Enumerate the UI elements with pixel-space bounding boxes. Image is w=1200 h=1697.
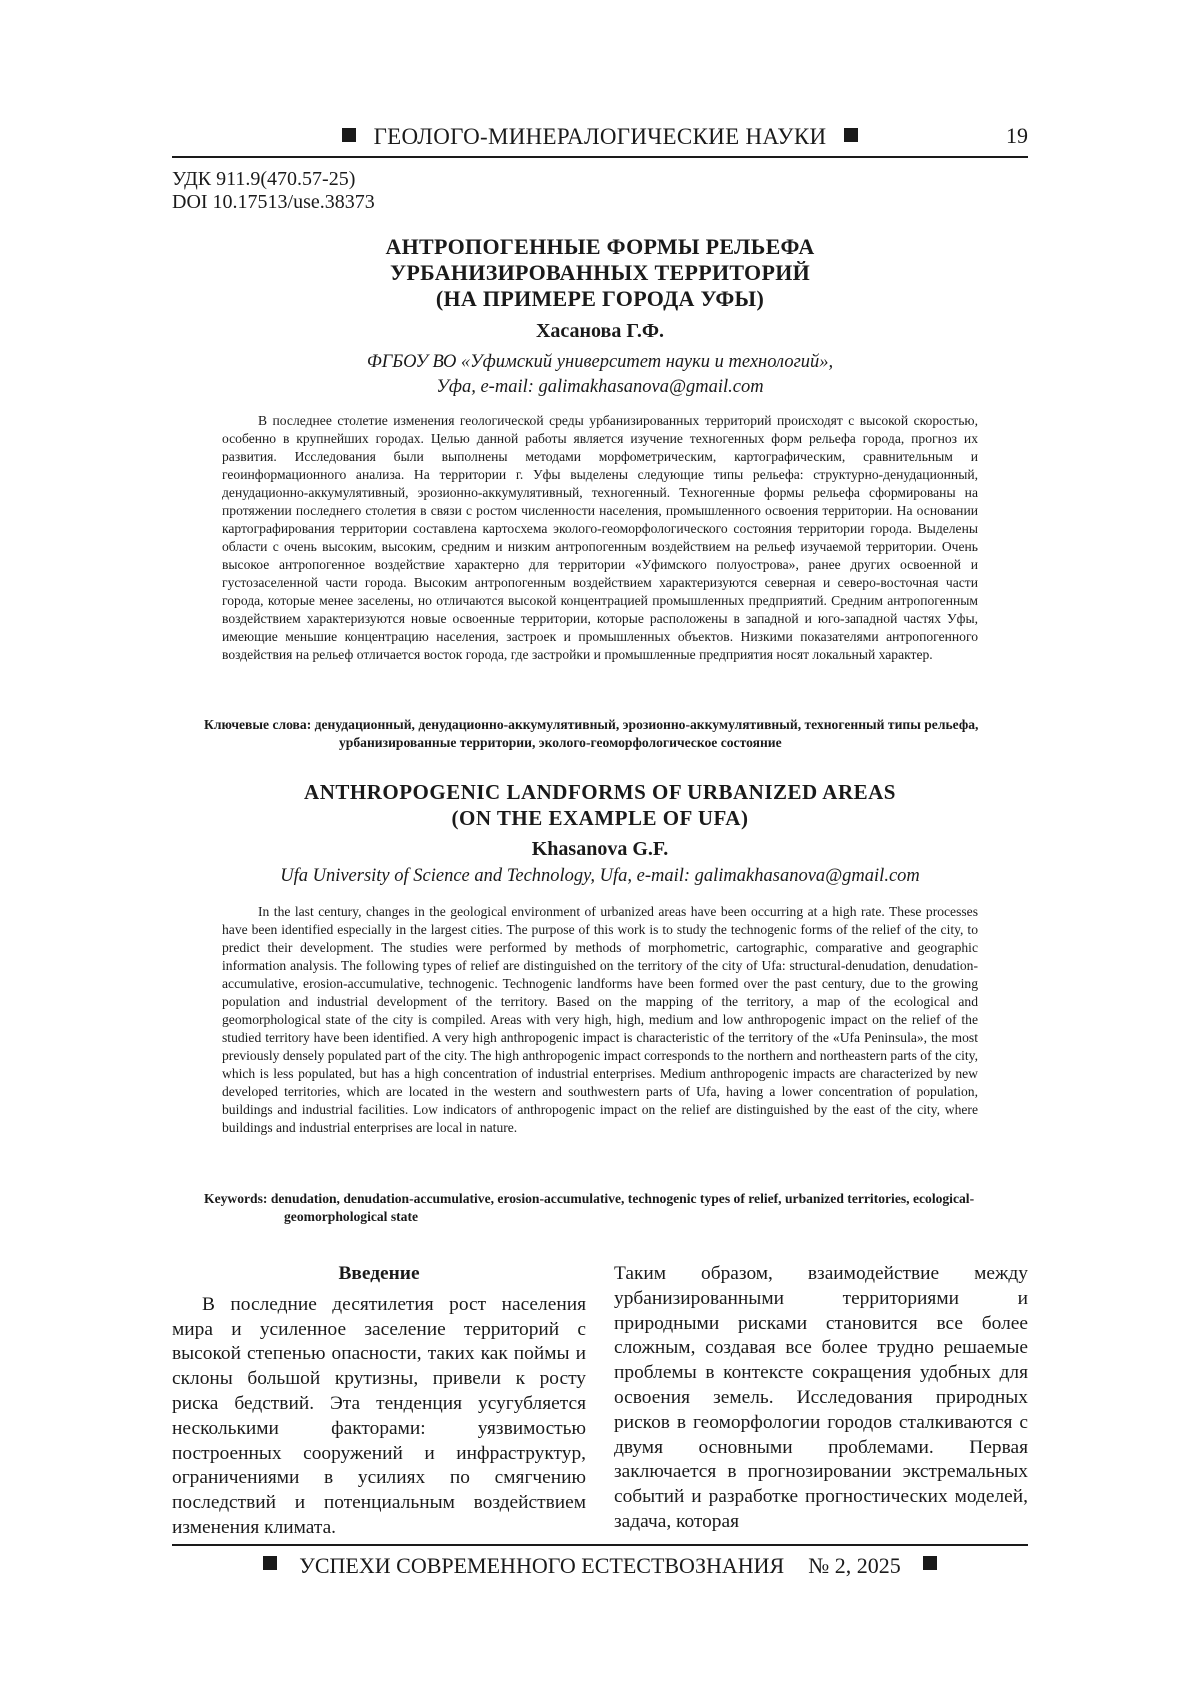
- black-square-icon: [263, 1556, 277, 1570]
- affiliation-ru-line: Уфа, e-mail: galimakhasanova@gmail.com: [436, 377, 764, 397]
- body-column-right: [614, 1262, 1028, 1535]
- abstract-ru-text: В последнее столетие изменения геологической среды урбанизированных территорий происходят с высокой скоростью, особенно в крупнейших городах. Целью данной работы является изучение техногенных форм рельефа города, прогноз их развития. Исследования были выполнены методами морфометрическим, картографическим, сравнительным и геоинформационного анализа. На территории г. Уфы выделены следующие типы рельефа: структурно-денудационный, денудационно-аккумулятивный, эрозионно-аккумулятивный, техногенный. Техногенные формы рельефа сформированы на протяжении последнего столетия в связи с ростом численности населения, промышленного освоения территории. На основании картографирования территории составлена картосхема эколого-геоморфологического состояния территории города. Выделены области с очень высоким, высоким, средним и низким антропогенным воздействием на рельеф изучаемой территории. Очень высокое антропогенное воздействие характерно для территории «Уфимского полуострова», ранее других освоенной и густозаселенной части города. Высоким антропогенным воздействием характеризуются северная и северо-восточная части города, которые менее заселены, но отличаются высокой концентрацией промышленных предприятий. Средним антропогенным воздействием характеризуются новые освоенные территории, которые расположены в западной и юго-западной частях Уфы, имеющие меньшие концентрацию населения, застроек и промышленных объектов. Низкими показателями антропогенного воздействия на рельеф отличается восток города, где застройки и промышленные предприятия носят локальный характер.: [222, 413, 978, 662]
- article-page: [172, 0, 1028, 1697]
- journal-name: УСПЕХИ СОВРЕМЕННОГО ЕСТЕСТВОЗНАНИЯ: [299, 1553, 785, 1578]
- title-ru-line: АНТРОПОГЕННЫЕ ФОРМЫ РЕЛЬЕФА: [385, 234, 815, 259]
- udk-code: УДК 911.9(470.57-25): [172, 168, 356, 190]
- footer-rule: [172, 1544, 1028, 1546]
- affiliation-ru: [172, 350, 1028, 400]
- header-rule: [172, 156, 1028, 158]
- body-column-left: [172, 1262, 586, 1541]
- abstract-en: [222, 903, 978, 1137]
- author-ru: Хасанова Г.Ф.: [535, 320, 665, 342]
- keywords-ru-text: Ключевые слова: денудационный, денудационно-аккумулятивный, эрозионно-аккумулятивный, техногенный типы рельефа, урбанизированные территории, эколого-геоморфологическое состояние: [204, 717, 979, 750]
- keywords-ru: [204, 716, 1004, 752]
- affiliation-en: Ufa University of Science and Technology, Ufa, e-mail: galimakhasanova@gmail.com: [280, 866, 920, 886]
- black-square-icon: [844, 128, 858, 142]
- body-paragraph: Таким образом, взаимодействие между урбанизированными территориями и природными рисками становится все более сложным, создавая все более трудно решаемые проблемы в контексте сокращения удобных для освоения земель. Исследования природных рисков в геоморфологии городов сталкиваются с двумя основными проблемами. Первая заключается в прогнозировании экстремальных событий и разработке прогностических моделей, задача, которая: [614, 1263, 1028, 1532]
- running-head: [172, 122, 1028, 158]
- title-ru-line: (НА ПРИМЕРЕ ГОРОДА УФЫ): [435, 286, 765, 311]
- issue-number: № 2, 2025: [808, 1553, 901, 1578]
- classification-codes: [172, 168, 375, 214]
- section-heading-introduction: Введение: [338, 1263, 420, 1284]
- running-foot: [172, 1551, 1028, 1581]
- title-en: [172, 779, 1028, 831]
- title-ru: [172, 234, 1028, 312]
- body-paragraph: В последние десятилетия рост населения мира и усиленное заселение территорий с высокой степенью опасности, таких как поймы и склоны большой крутизны, привели к росту риска бедствий. Эта тенденция усугубляется несколькими факторами: уязвимостью построенных сооружений и инфраструктур, ограничениями в усилиях по смягчению последствий и потенциальным воздействием изменения климата.: [172, 1293, 586, 1538]
- title-ru-line: УРБАНИЗИРОВАННЫХ ТЕРРИТОРИЙ: [389, 260, 811, 285]
- journal-section-banner: [172, 122, 1028, 152]
- page-number: 19: [1006, 123, 1028, 148]
- affiliation-ru-line: ФГБОУ ВО «Уфимский университет науки и технологий»,: [366, 352, 834, 372]
- abstract-en-text: In the last century, changes in the geological environment of urbanized areas have been occurring at a high rate. These processes have been identified especially in the largest cities. The purpose of this work is to study the technogenic forms of the relief of the city, to predict their development. The studies were performed by methods of morphometric, cartographic, comparative and geographic information analysis. The following types of relief are distinguished on the territory of the city of Ufa: structural-denudation, denudation-accumulative, erosion-accumulative, technogenic. Technogenic landforms have been formed over the past century, due to the growing population and industrial development of the territory. Based on the mapping of the territory, a map of the ecological and geomorphological state of the city is compiled. Areas with very high, high, medium and low anthropogenic impact on the relief of the studied territory have been identified. A very high anthropogenic impact is characteristic of the territory of the «Ufa Peninsula», the most previously densely populated part of the city. The high anthropogenic impact corresponds to the northern and northeastern parts of the city, which is less populated, but has a high concentration of industrial enterprises. Medium anthropogenic impacts are characterized by new developed territories, which are located in the western and southwestern parts of Ufa, having a lower concentration of population, buildings and industrial facilities. Low indicators of anthropogenic impact on the relief are distinguished by the east of the city, where buildings and industrial enterprises are local in nature.: [222, 904, 978, 1135]
- black-square-icon: [923, 1556, 937, 1570]
- author-en: Khasanova G.F.: [531, 838, 669, 860]
- journal-section-title: ГЕОЛОГО-МИНЕРАЛОГИЧЕСКИЕ НАУКИ: [373, 124, 827, 149]
- title-en-line: (ON THE EXAMPLE OF UFA): [451, 806, 749, 830]
- doi-code: DOI 10.17513/use.38373: [172, 191, 375, 213]
- abstract-ru: [222, 412, 978, 664]
- title-en-line: ANTHROPOGENIC LANDFORMS OF URBANIZED AREAS: [304, 780, 896, 804]
- black-square-icon: [342, 128, 356, 142]
- keywords-en: [204, 1190, 1004, 1226]
- keywords-en-text: Keywords: denudation, denudation-accumulative, erosion-accumulative, technogenic types of relief, urbanized territories, ecological-geomorphological state: [204, 1191, 975, 1224]
